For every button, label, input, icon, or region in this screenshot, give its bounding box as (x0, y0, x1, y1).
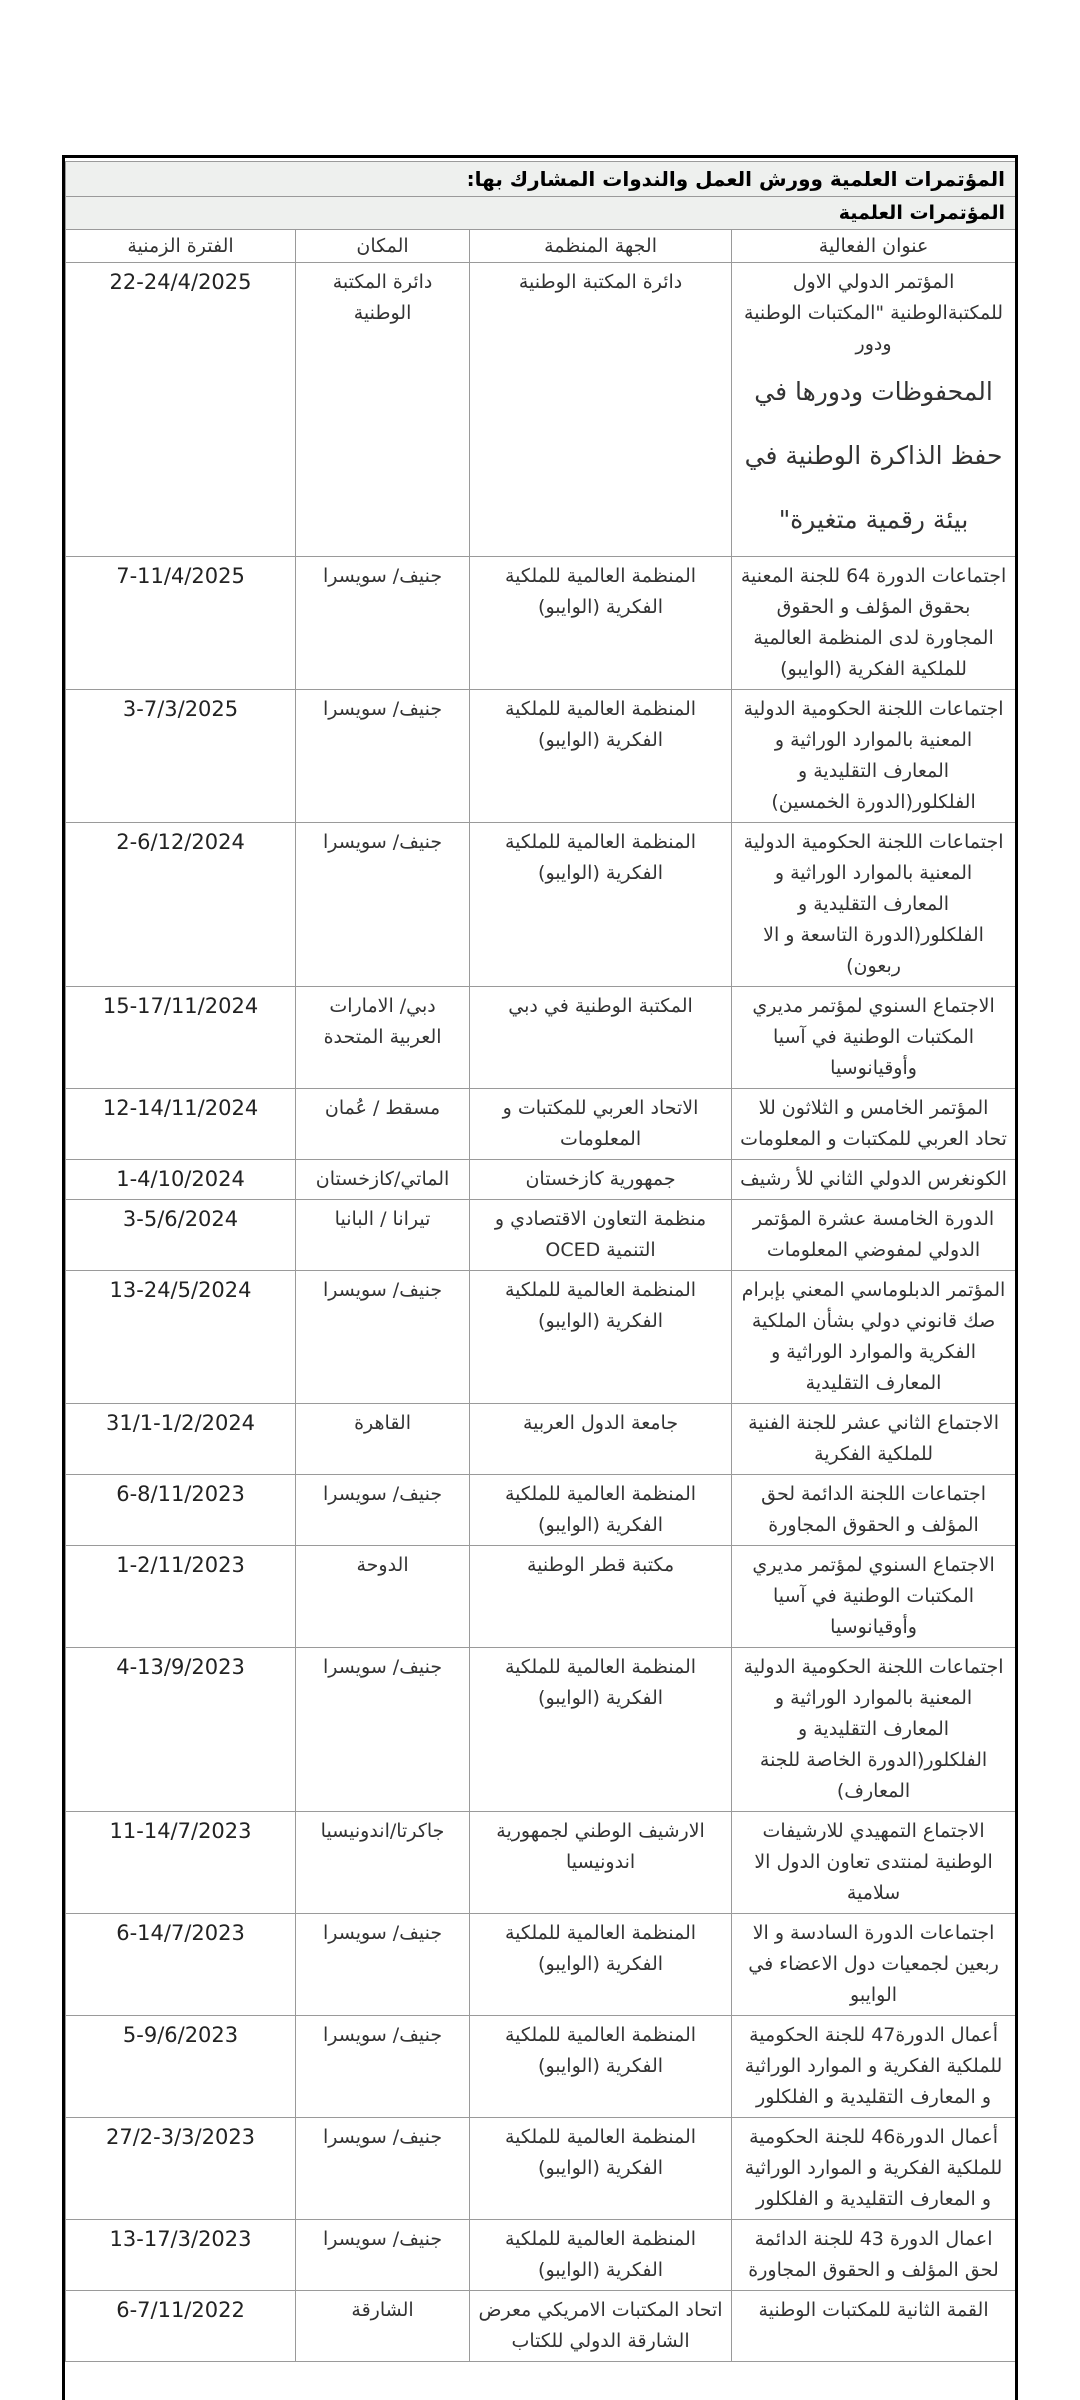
event-title: الدورة الخامسة عشرة المؤتمر الدولي لمفوضي المعلومات (732, 1200, 1016, 1271)
place-cell: القاهرة (296, 1404, 470, 1475)
table-row (66, 1546, 1016, 1648)
table-row (66, 2118, 1016, 2220)
event-title: المؤتمر الخامس و الثلاثون للا تحاد العربي للمكتبات و المعلومات (732, 1089, 1016, 1160)
event-title: الاجتماع السنوي لمؤتمر مديري المكتبات الوطنية في آسيا وأوقيانوسيا (732, 987, 1016, 1089)
section-title-row (66, 162, 1016, 197)
place-cell: جاكرتا/اندونيسيا (296, 1812, 470, 1914)
column-header-row (66, 230, 1016, 263)
period-cell: 2-6/12/2024 (66, 823, 296, 987)
event-title: الكونغرس الدولي الثاني للأ رشيف (732, 1160, 1016, 1200)
organizer-cell: المكتبة الوطنية في دبي (470, 987, 732, 1089)
place-cell: جنيف/ سويسرا (296, 823, 470, 987)
event-title: اجتماعات اللجنة الحكومية الدولية المعنية بالموارد الوراثية و المعارف التقليدية و الفلكلور(الدورة التاسعة و الا ربعون) (732, 823, 1016, 987)
place-cell: الشارقة (296, 2291, 470, 2362)
place-cell: جنيف/ سويسرا (296, 1271, 470, 1404)
event-title: المؤتمر الدبلوماسي المعني بإبرام صك قانوني دولي بشأن الملكية الفكرية والموارد الوراثية و المعارف التقليدية (732, 1271, 1016, 1404)
place-cell: جنيف/ سويسرا (296, 1648, 470, 1812)
table-row (66, 263, 1016, 557)
table-row (66, 1812, 1016, 1914)
conferences-table-body (66, 162, 1016, 2362)
event-title: اجتماعات الدورة 64 للجنة المعنية بحقوق المؤلف و الحقوق المجاورة لدى المنظمة العالمية للملكية الفكرية (الوايبو) (732, 557, 1016, 690)
column-header-place: المكان (296, 230, 470, 263)
event-title: القمة الثانية للمكتبات الوطنية (732, 2291, 1016, 2362)
organizer-cell: منظمة التعاون الاقتصادي و التنمية OCED (470, 1200, 732, 1271)
table-row (66, 1648, 1016, 1812)
place-cell: جنيف/ سويسرا (296, 2118, 470, 2220)
period-cell: 6-7/11/2022 (66, 2291, 296, 2362)
table-row (66, 2016, 1016, 2118)
organizer-cell: المنظمة العالمية للملكية الفكرية (الوايبو) (470, 2016, 732, 2118)
organizer-cell: المنظمة العالمية للملكية الفكرية (الوايبو) (470, 690, 732, 823)
period-cell: 3-5/6/2024 (66, 1200, 296, 1271)
place-cell: دائرة المكتبة الوطنية (296, 263, 470, 557)
event-title-continued: المحفوظات ودورها في حفظ الذاكرة الوطنية في بيئة رقمية متغيرة" (744, 377, 1003, 534)
period-cell: 13-24/5/2024 (66, 1271, 296, 1404)
organizer-cell: الارشيف الوطني لجمهورية اندونيسيا (470, 1812, 732, 1914)
organizer-cell: المنظمة العالمية للملكية الفكرية (الوايبو) (470, 1648, 732, 1812)
event-title: المؤتمر الدولي الاول للمكتبةالوطنية "المكتبات الوطنية ودور (744, 271, 1004, 355)
event-title: اجتماعات الدورة السادسة و الا ربعين لجمعيات دول الاعضاء في الوايبو (732, 1914, 1016, 2016)
organizer-cell: المنظمة العالمية للملكية الفكرية (الوايبو) (470, 1914, 732, 2016)
organizer-cell: المنظمة العالمية للملكية الفكرية (الوايبو) (470, 1475, 732, 1546)
organizer-cell: المنظمة العالمية للملكية الفكرية (الوايبو) (470, 2220, 732, 2291)
table-row (66, 823, 1016, 987)
place-cell: جنيف/ سويسرا (296, 1914, 470, 2016)
organizer-cell: جمهورية كازخستان (470, 1160, 732, 1200)
event-title: الاجتماع السنوي لمؤتمر مديري المكتبات الوطنية في آسيا وأوقيانوسيا (732, 1546, 1016, 1648)
organizer-cell: جامعة الدول العربية (470, 1404, 732, 1475)
subsection-title: المؤتمرات العلمية (66, 197, 1016, 230)
place-cell: مسقط / عُمان (296, 1089, 470, 1160)
period-cell: 3-7/3/2025 (66, 690, 296, 823)
event-title: أعمال الدورة46 للجنة الحكومية للملكية الفكرية و الموارد الوراثية و المعارف التقليدية و الفلكلور (732, 2118, 1016, 2220)
event-title: الاجتماع التمهيدي للارشيفات الوطنية لمنتدى تعاون الدول الا سلامية (732, 1812, 1016, 1914)
period-cell: 27/2-3/3/2023 (66, 2118, 296, 2220)
period-cell: 11-14/7/2023 (66, 1812, 296, 1914)
period-cell: 1-2/11/2023 (66, 1546, 296, 1648)
period-cell: 6-14/7/2023 (66, 1914, 296, 2016)
table-row (66, 1914, 1016, 2016)
place-cell: جنيف/ سويسرا (296, 2220, 470, 2291)
period-cell: 7-11/4/2025 (66, 557, 296, 690)
organizer-cell: الاتحاد العربي للمكتبات و المعلومات (470, 1089, 732, 1160)
place-cell: جنيف/ سويسرا (296, 690, 470, 823)
event-title: اجتماعات اللجنة الدائمة لحق المؤلف و الحقوق المجاورة (732, 1475, 1016, 1546)
table-row (66, 557, 1016, 690)
organizer-cell: دائرة المكتبة الوطنية (470, 263, 732, 557)
place-cell: الماتي/كازخستان (296, 1160, 470, 1200)
event-title: الاجتماع الثاني عشر للجنة الفنية للملكية الفكرية (732, 1404, 1016, 1475)
place-cell: تيرانا / البانيا (296, 1200, 470, 1271)
period-cell: 13-17/3/2023 (66, 2220, 296, 2291)
organizer-cell: المنظمة العالمية للملكية الفكرية (الوايبو) (470, 2118, 732, 2220)
period-cell: 6-8/11/2023 (66, 1475, 296, 1546)
event-title: اعمال الدورة 43 للجنة الدائمة لحق المؤلف و الحقوق المجاورة (732, 2220, 1016, 2291)
place-cell: جنيف/ سويسرا (296, 557, 470, 690)
event-title: أعمال الدورة47 للجنة الحكومية للملكية الفكرية و الموارد الوراثية و المعارف التقليدية و الفلكلور (732, 2016, 1016, 2118)
period-cell: 31/1-1/2/2024 (66, 1404, 296, 1475)
period-cell: 22-24/4/2025 (66, 263, 296, 557)
column-header-organizer: الجهة المنظمة (470, 230, 732, 263)
document-frame (62, 155, 1018, 2400)
column-header-period: الفترة الزمنية (66, 230, 296, 263)
event-title: اجتماعات اللجنة الحكومية الدولية المعنية بالموارد الوراثية و المعارف التقليدية و الفلكلور(الدورة الخمسين) (732, 690, 1016, 823)
table-row (66, 2291, 1016, 2362)
place-cell: جنيف/ سويسرا (296, 2016, 470, 2118)
table-row (66, 2220, 1016, 2291)
table-row (66, 1475, 1016, 1546)
event-title: اجتماعات اللجنة الحكومية الدولية المعنية بالموارد الوراثية و المعارف التقليدية و الفلكلور(الدورة الخاصة للجنة المعارف) (732, 1648, 1016, 1812)
column-header-event: عنوان الفعالية (732, 230, 1016, 263)
organizer-cell: المنظمة العالمية للملكية الفكرية (الوايبو) (470, 557, 732, 690)
organizer-cell: مكتبة قطر الوطنية (470, 1546, 732, 1648)
period-cell: 4-13/9/2023 (66, 1648, 296, 1812)
period-cell: 15-17/11/2024 (66, 987, 296, 1089)
period-cell: 5-9/6/2023 (66, 2016, 296, 2118)
event-title-cell (732, 263, 1016, 557)
table-row (66, 1160, 1016, 1200)
place-cell: الدوحة (296, 1546, 470, 1648)
table-row (66, 1271, 1016, 1404)
place-cell: جنيف/ سويسرا (296, 1475, 470, 1546)
conferences-table (65, 161, 1016, 2362)
table-row (66, 1404, 1016, 1475)
section-title: المؤتمرات العلمية وورش العمل والندوات المشارك بها: (66, 162, 1016, 197)
table-row (66, 987, 1016, 1089)
place-cell: دبي/ الامارات العربية المتحدة (296, 987, 470, 1089)
period-cell: 1-4/10/2024 (66, 1160, 296, 1200)
table-row (66, 690, 1016, 823)
table-row (66, 1200, 1016, 1271)
period-cell: 12-14/11/2024 (66, 1089, 296, 1160)
table-row (66, 1089, 1016, 1160)
organizer-cell: المنظمة العالمية للملكية الفكرية (الوايبو) (470, 1271, 732, 1404)
subsection-title-row (66, 197, 1016, 230)
organizer-cell: المنظمة العالمية للملكية الفكرية (الوايبو) (470, 823, 732, 987)
organizer-cell: اتحاد المكتبات الامريكي معرض الشارقة الدولي للكتاب (470, 2291, 732, 2362)
